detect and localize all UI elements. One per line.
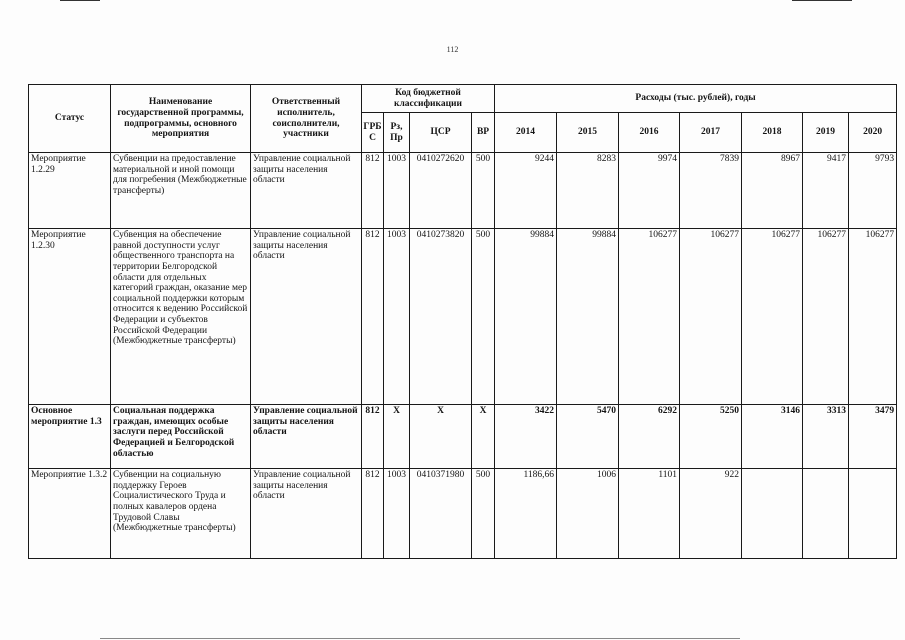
table-row: [29, 405, 897, 469]
cell-executor: Управление социальной защиты населения области: [251, 469, 362, 559]
cell-executor: Управление социальной защиты населения области: [251, 229, 362, 405]
table-row: [29, 229, 897, 405]
cell-status: Основное мероприятие 1.3: [29, 405, 111, 469]
cell-status: Мероприятие 1.2.30: [29, 229, 111, 405]
cell-csr: Х: [410, 405, 472, 469]
cell-value-2015: 5470: [557, 405, 619, 469]
cell-value-2015: 1006: [557, 469, 619, 559]
cell-grbs: 812: [362, 153, 384, 229]
header-row-top: [29, 85, 897, 113]
cell-value-2014: 1186,66: [495, 469, 557, 559]
cell-value-2017: 922: [680, 469, 742, 559]
header-csr: ЦСР: [410, 113, 472, 153]
cell-value-2014: 9244: [495, 153, 557, 229]
cell-vr: 500: [472, 469, 495, 559]
cell-vr: 500: [472, 229, 495, 405]
cell-value-2020: 3479: [849, 405, 897, 469]
cell-value-2020: 9793: [849, 153, 897, 229]
cell-vr: 500: [472, 153, 495, 229]
cell-name: Социальная поддержка граждан, имеющих особые заслуги перед Российской Федерацией и Белгородской областью: [111, 405, 251, 469]
cell-value-2018: [742, 469, 803, 559]
cell-rz-pr: 1003: [384, 469, 410, 559]
cell-value-2018: 3146: [742, 405, 803, 469]
cell-rz-pr: 1003: [384, 229, 410, 405]
cell-value-2020: [849, 469, 897, 559]
header-program-name: Наименование государственной программы, подпрограммы, основного мероприятия: [111, 85, 251, 153]
cell-value-2014: 3422: [495, 405, 557, 469]
cell-grbs: 812: [362, 469, 384, 559]
header-year-2017: 2017: [680, 113, 742, 153]
cell-value-2014: 99884: [495, 229, 557, 405]
cell-status: Мероприятие 1.2.29: [29, 153, 111, 229]
cell-value-2015: 99884: [557, 229, 619, 405]
cell-grbs: 812: [362, 229, 384, 405]
cell-status: Мероприятие 1.3.2: [29, 469, 111, 559]
scan-artifact-bottom: [100, 638, 740, 639]
table-row: [29, 153, 897, 229]
cell-name: Субвенции на социальную поддержку Героев Социалистического Труда и полных кавалеров ордена Трудовой Славы (Межбюджетные трансферты): [111, 469, 251, 559]
cell-value-2016: 1101: [619, 469, 680, 559]
cell-grbs: 812: [362, 405, 384, 469]
cell-value-2018: 106277: [742, 229, 803, 405]
header-year-2016: 2016: [619, 113, 680, 153]
header-grbs: ГРБС: [362, 113, 384, 153]
header-status: Статус: [29, 85, 111, 153]
header-budget-code: Код бюджетной классификации: [362, 85, 495, 113]
cell-executor: Управление социальной защиты населения области: [251, 153, 362, 229]
table-row: [29, 469, 897, 559]
cell-vr: Х: [472, 405, 495, 469]
page-number: 112: [446, 45, 459, 54]
cell-value-2016: 106277: [619, 229, 680, 405]
header-year-2018: 2018: [742, 113, 803, 153]
header-rz-pr: Рз, Пр: [384, 113, 410, 153]
cell-csr: 0410371980: [410, 469, 472, 559]
cell-value-2017: 5250: [680, 405, 742, 469]
scan-artifact-top-left: [60, 0, 100, 1]
cell-value-2017: 7839: [680, 153, 742, 229]
header-year-2019: 2019: [803, 113, 849, 153]
cell-name: Субвенции на предоставление материальной и иной помощи для погребения (Межбюджетные трансферты): [111, 153, 251, 229]
cell-csr: 0410273820: [410, 229, 472, 405]
header-year-2020: 2020: [849, 113, 897, 153]
cell-name: Субвенция на обеспечение равной доступности услуг общественного транспорта на территории Белгородской области для отдельных категорий граждан, оказание мер социальной поддержки которым относится к ведению Российской Федерации и субъектов Российской Федерации (Межбюджетные трансферты): [111, 229, 251, 405]
cell-value-2019: 9417: [803, 153, 849, 229]
cell-executor: Управление социальной защиты населения области: [251, 405, 362, 469]
cell-value-2017: 106277: [680, 229, 742, 405]
header-executor: Ответственный исполнитель, соисполнители, участники: [251, 85, 362, 153]
cell-value-2016: 9974: [619, 153, 680, 229]
cell-value-2019: 106277: [803, 229, 849, 405]
header-expenses: Расходы (тыс. рублей), годы: [495, 85, 897, 113]
header-year-2014: 2014: [495, 113, 557, 153]
header-vr: ВР: [472, 113, 495, 153]
cell-value-2016: 6292: [619, 405, 680, 469]
budget-table: [28, 84, 897, 559]
cell-value-2015: 8283: [557, 153, 619, 229]
cell-value-2019: [803, 469, 849, 559]
scan-artifact-top-right: [792, 0, 852, 1]
cell-value-2019: 3313: [803, 405, 849, 469]
cell-csr: 0410272620: [410, 153, 472, 229]
header-year-2015: 2015: [557, 113, 619, 153]
cell-rz-pr: 1003: [384, 153, 410, 229]
cell-value-2018: 8967: [742, 153, 803, 229]
cell-rz-pr: Х: [384, 405, 410, 469]
cell-value-2020: 106277: [849, 229, 897, 405]
